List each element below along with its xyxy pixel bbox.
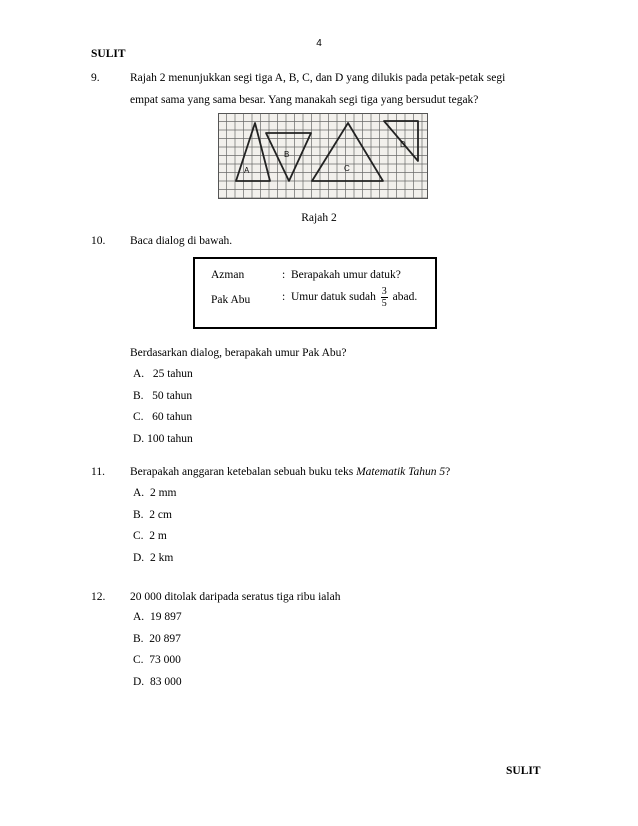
header-sulit: SULIT xyxy=(91,48,126,60)
triangle-grid-diagram xyxy=(218,113,428,199)
q10-option-b: B. 50 tahun xyxy=(133,389,193,402)
q9-number: 9. xyxy=(91,72,100,84)
q11-option-d: D. 2 km xyxy=(133,551,174,564)
dialog-speaker-azman: Azman xyxy=(211,269,245,281)
q11-book-title: Matematik Tahun 5 xyxy=(356,466,446,478)
label-c: C xyxy=(344,164,350,173)
rajah-2-figure xyxy=(218,113,428,199)
dialog-line-2 xyxy=(282,286,417,309)
q10-number: 10. xyxy=(91,235,106,247)
dialog-text-2-end: abad. xyxy=(392,291,418,304)
dialog-text-1: Berapakah umur datuk? xyxy=(290,269,401,281)
q12-text: 20 000 ditolak daripada seratus tiga ribu ialah xyxy=(130,591,341,603)
q11-number: 11. xyxy=(91,466,105,478)
q10-question: Berdasarkan dialog, berapakah umur Pak Abu? xyxy=(130,347,347,359)
q10-option-d: D. 100 tahun xyxy=(133,432,193,445)
page-number: 4 xyxy=(316,38,322,49)
dialog-line-1 xyxy=(282,269,401,281)
q9-line2: empat sama yang sama besar. Yang manakah segi tiga yang bersudut tegak? xyxy=(130,94,479,106)
q10-option-c: C. 60 tahun xyxy=(133,411,193,423)
figure-caption: Rajah 2 xyxy=(301,212,337,224)
q12-option-d: D. 83 000 xyxy=(133,675,182,688)
dialog-speaker-pak-abu: Pak Abu xyxy=(211,294,251,306)
q12-option-b: B. 20 897 xyxy=(133,632,181,645)
fraction-numerator: 3 xyxy=(381,286,387,297)
q12-option-a: A. 19 897 xyxy=(133,611,182,623)
q12-options xyxy=(133,607,182,693)
q12-option-c: C. 73 000 xyxy=(133,654,181,666)
q10-intro: Baca dialog di bawah. xyxy=(130,235,233,247)
q11-option-b: B. 2 cm xyxy=(133,508,172,521)
dialog-colon: : xyxy=(282,291,286,304)
dialog-colon: : xyxy=(282,269,286,281)
q9-line1: Rajah 2 menunjukkan segi tiga A, B, C, dan D yang dilukis pada petak-petak segi xyxy=(130,72,506,84)
q11-options xyxy=(133,483,176,569)
footer-sulit: SULIT xyxy=(506,765,541,777)
q11-text: Berapakah anggaran ketebalan sebuah buku teks Matematik Tahun 5? xyxy=(130,466,451,478)
q11-option-a: A. 2 mm xyxy=(133,487,177,499)
q12-number: 12. xyxy=(91,591,106,603)
q10-option-a: A. 25 tahun xyxy=(133,368,193,380)
q10-options xyxy=(133,364,193,450)
dialog-text-2: Umur datuk sudah xyxy=(290,291,376,304)
label-d: D xyxy=(400,140,406,149)
fraction-three-fifths xyxy=(381,286,388,309)
label-a: A xyxy=(244,166,250,175)
q9-text xyxy=(130,67,550,111)
dialog-box xyxy=(193,257,437,329)
fraction-denominator: 5 xyxy=(381,298,387,309)
label-b: B xyxy=(284,150,290,159)
q11-option-c: C. 2 m xyxy=(133,530,167,542)
